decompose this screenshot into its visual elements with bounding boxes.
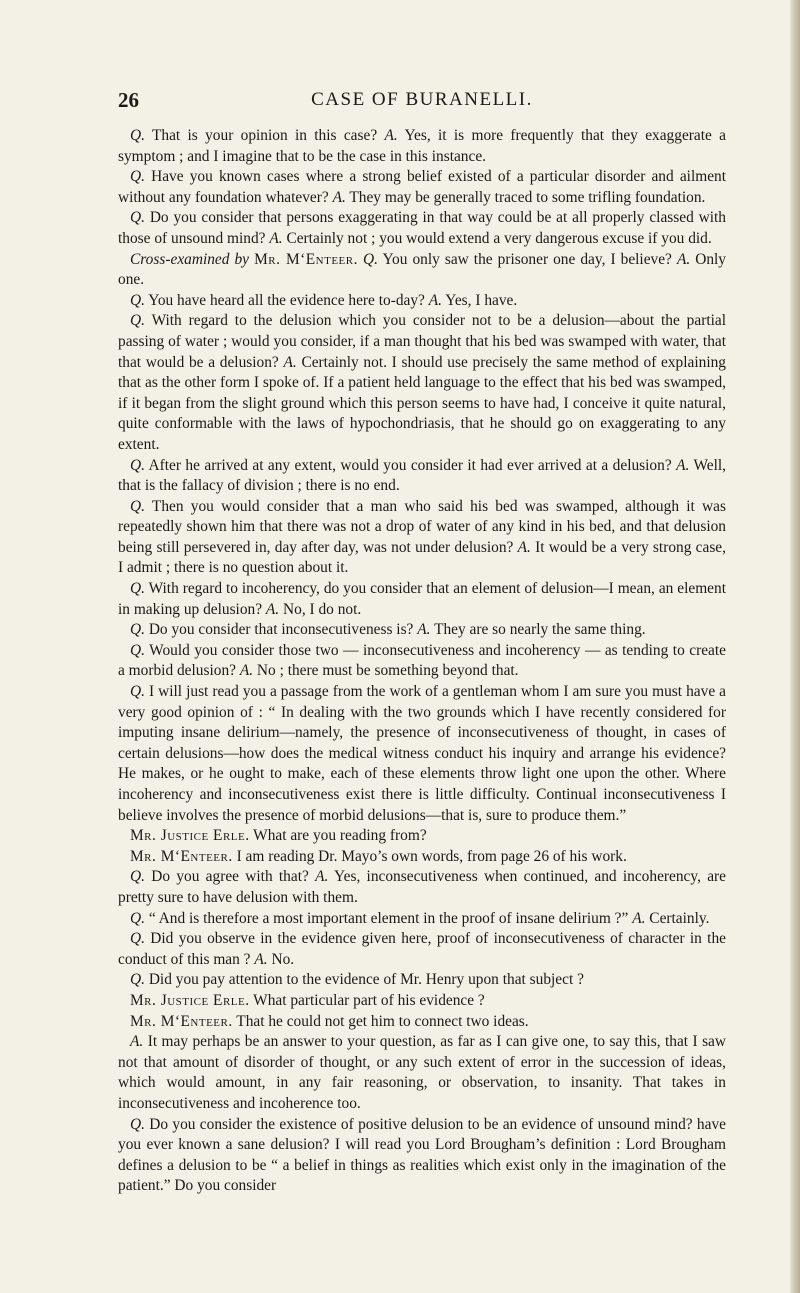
- paragraph: [118, 579, 726, 620]
- speaker-marker: A.: [239, 662, 254, 680]
- speaker-marker: A.: [269, 229, 283, 247]
- paragraph-text: After he arrived at any extent, would you consider it had ever arrived at a delusion?: [144, 456, 677, 474]
- speaker-marker: A.: [676, 250, 691, 268]
- paragraph: [118, 929, 726, 970]
- paragraph-text: No ; there must be something beyond that.: [253, 662, 519, 680]
- paragraph-text: It may perhaps be an answer to your question, as far as I can give one, to say this, that I saw not that amount of disorder of thought, or any such extent of error in the succession of ideas, which would amount, in any fair reasoning, or observation, to insanity. That takes in inconsecutiveness and incoherence too.: [118, 1033, 726, 1112]
- paragraph-text: Yes, I have.: [441, 291, 518, 309]
- paragraph-text: Do you consider that inconsecutiveness is?: [144, 621, 418, 639]
- paragraph: [118, 456, 726, 497]
- paragraph: [118, 847, 726, 868]
- speaker-marker: A.: [384, 127, 398, 144]
- speaker-marker: Q.: [130, 291, 145, 309]
- speaker-marker: Q.: [130, 621, 145, 639]
- speaker-marker: Q.: [130, 497, 145, 515]
- paragraph-text: Certainly not ; you would extend a very dangerous excuse if you did.: [282, 229, 712, 247]
- paragraph: [118, 291, 726, 312]
- paragraph-text: Only one.: [118, 250, 727, 289]
- speaker-marker: A.: [130, 1033, 144, 1051]
- paragraph-text: Did you pay attention to the evidence of Mr. Henry upon that subject ?: [144, 971, 584, 989]
- paragraph-text: With regard to incoherency, do you consider that an element of delusion—I mean, an element in making up delusion?: [118, 580, 726, 618]
- page-body: [118, 126, 726, 1197]
- paragraph-text: Have you known cases where a strong belief existed of a particular disorder and ailment without any foundation whatever?: [118, 168, 726, 206]
- paragraph: [118, 167, 726, 208]
- speaker-name: Mr. M‘Enteer.: [254, 250, 358, 268]
- paragraph: [118, 1115, 726, 1197]
- speaker-marker: A.: [265, 600, 280, 618]
- paragraph-text: Did you observe in the evidence given here, proof of inconsecutiveness of character in the conduct of this man ?: [118, 930, 726, 968]
- paragraph: [118, 682, 726, 826]
- paragraph-text: They may be generally traced to some trifling foundation.: [345, 188, 706, 206]
- paragraph: [118, 641, 726, 682]
- speaker-marker: Q.: [130, 683, 145, 701]
- page-number: 26: [118, 88, 139, 112]
- paragraph-text: Would you consider those two — inconsecutiveness and incoherency — as tending to create a morbid delusion?: [118, 641, 726, 680]
- speaker-marker: Q.: [130, 456, 145, 474]
- speaker-marker: A.: [632, 909, 646, 927]
- speaker-marker: Q.: [130, 641, 145, 659]
- speaker-marker: Q.: [130, 580, 145, 598]
- paragraph-text: They are so nearly the same thing.: [430, 621, 646, 639]
- paragraph-text: Yes, inconsecutiveness when continued, and incoherency, are pretty sure to have delusion with them.: [118, 868, 726, 906]
- paragraph-text: Yes, it is more frequently that they exaggerate a symptom ; and I imagine that to be the case in this instance.: [118, 127, 726, 165]
- speaker-marker: A.: [417, 621, 431, 639]
- paragraph-text: You only saw the prisoner one day, I believe?: [377, 250, 677, 268]
- page-header: [118, 86, 726, 114]
- paragraph-text: It would be a very strong case, I admit ; there is no question about it.: [118, 538, 726, 577]
- paragraph-text: That is your opinion in this case?: [144, 127, 385, 144]
- speaker-marker: Q.: [130, 312, 145, 330]
- paragraph-text: Then you would consider that a man who said his bed was swamped, although it was repeatedly shown him that there was not a drop of water of any kind in his bed, and that delusion being still persevered in, day after day, was not under delusion?: [118, 497, 726, 556]
- page-edge-shadow: [790, 0, 800, 1293]
- speaker-marker: Q.: [130, 930, 145, 948]
- speaker-marker: Q.: [130, 971, 145, 989]
- paragraph-text: I will just read you a passage from the work of a gentleman whom I am sure you must have a very good opinion of : “ In dealing with the two grounds which I have recently considered for imputing insane delirium—namely, the presence of inconsecutiveness of thought, in cases of certain delusions—how does the medical witness conduct his inquiry and arrange his evidence? He makes, or he ought to make, each of these elements throw light one upon the other. Where incoherency and inconsecutiveness exist there is little difficulty. Continual inconsecutiveness I believe involves the presence of morbid delusions—that is, sure to produce them.”: [118, 683, 726, 824]
- speaker-marker: Cross-examined by: [130, 250, 250, 268]
- speaker-marker: A.: [332, 188, 346, 206]
- paragraph: [118, 208, 726, 249]
- paragraph: [118, 826, 726, 847]
- paragraph: [118, 970, 726, 991]
- paragraph-text: “ And is therefore a most important element in the proof of insane delirium ?”: [144, 909, 633, 927]
- paragraph-text: What particular part of his evidence ?: [249, 991, 485, 1009]
- paragraph: [118, 991, 726, 1012]
- paragraph-text: Do you agree with that?: [144, 868, 316, 886]
- paragraph-text: No.: [267, 950, 295, 968]
- speaker-name: Mr. M‘Enteer.: [130, 1012, 233, 1030]
- speaker-marker: Q.: [130, 868, 145, 886]
- speaker-marker: A.: [676, 456, 690, 474]
- paragraph: [118, 497, 726, 579]
- paragraph: [118, 1012, 726, 1033]
- running-title: CASE OF BURANELLI.: [311, 89, 533, 110]
- paragraph-text: I am reading Dr. Mayo’s own words, from page 26 of his work.: [232, 847, 627, 865]
- speaker-marker: Q.: [130, 909, 145, 927]
- speaker-marker: Q.: [130, 168, 145, 186]
- speaker-marker: A.: [428, 291, 442, 309]
- paragraph-text: What are you reading from?: [249, 827, 427, 845]
- paragraph-text: You have heard all the evidence here to-day?: [144, 291, 429, 309]
- speaker-name: Mr. M‘Enteer.: [130, 847, 233, 865]
- paragraph-text: With regard to the delusion which you consider not to be a delusion—about the partial passing of water ; would you consider, if a man thought that his bed was swamped with water, that that would be a delusion?: [118, 312, 726, 371]
- speaker-marker: A.: [517, 538, 531, 556]
- paragraph: [118, 1032, 726, 1114]
- speaker-name: Mr. Justice Erle.: [130, 991, 250, 1009]
- speaker-marker: A.: [283, 353, 297, 371]
- paragraph: [118, 867, 726, 908]
- speaker-marker: Q.: [130, 1115, 145, 1133]
- speaker-name: Mr. Justice Erle.: [130, 827, 250, 845]
- paragraph-text: Certainly not. I should use precisely the same method of explaining that as the other form I spoke of. If a patient held language to the effect that his bed was swamped, if it began from the slight ground which this person seems to have had, I conceive it quite natural, quite conformable with the laws of hypochondriasis, that he should go on exaggerating to any extent.: [118, 353, 726, 453]
- speaker-marker: Q.: [363, 250, 378, 268]
- paragraph: [118, 311, 726, 455]
- paragraph-text: Do you consider the existence of positive delusion to be an evidence of unsound mind? have you ever known a sane delusion? I will read you Lord Brougham’s definition : Lord Brougham defines a delusion to be “ a belief in things as realities which exist only in the imagination of the patient.” Do you consider: [118, 1115, 726, 1195]
- paragraph: [118, 620, 726, 641]
- paragraph-text: Well, that is the fallacy of division ; there is no end.: [118, 456, 726, 495]
- speaker-marker: A.: [254, 950, 268, 968]
- paragraph: [118, 126, 726, 167]
- speaker-marker: Q.: [130, 127, 145, 144]
- paragraph-text: That he could not get him to connect two ideas.: [232, 1012, 529, 1030]
- speaker-marker: A.: [315, 868, 329, 886]
- paragraph-text: Do you consider that persons exaggerating in that way could be at all properly classed with those of unsound mind?: [118, 209, 726, 247]
- speaker-marker: Q.: [130, 209, 145, 227]
- paragraph-text: No, I do not.: [279, 600, 362, 618]
- paragraph-text: Certainly.: [645, 909, 710, 927]
- paragraph: [118, 250, 726, 291]
- paragraph: [118, 909, 726, 930]
